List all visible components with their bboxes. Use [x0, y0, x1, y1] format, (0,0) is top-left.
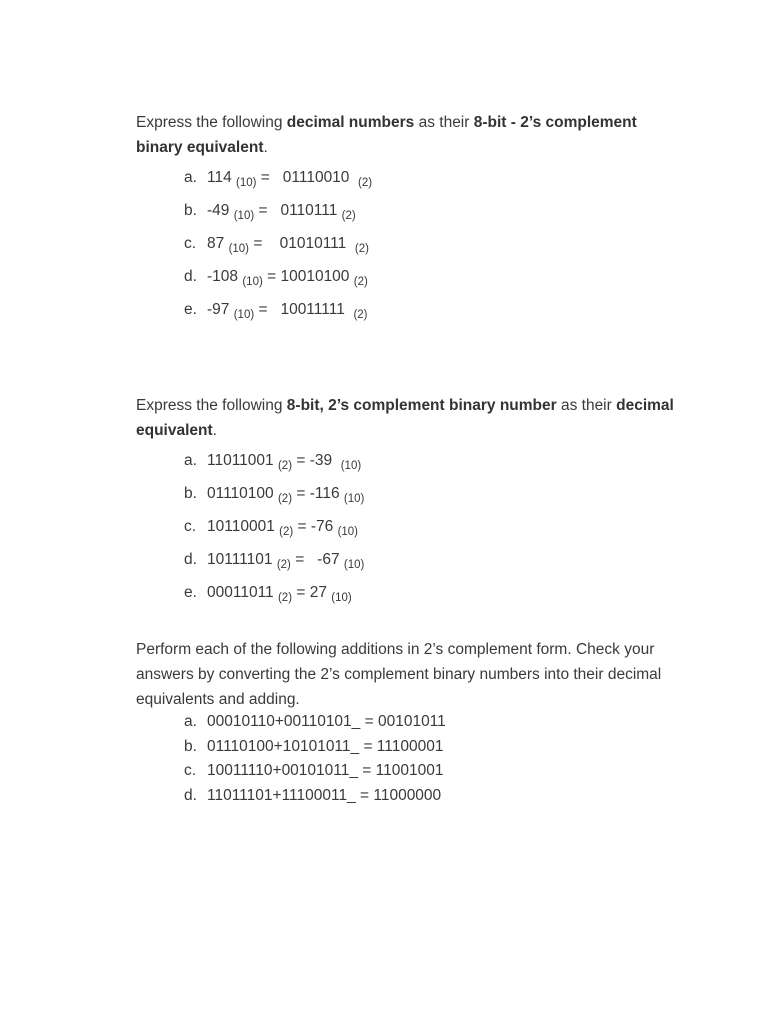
base-subscript: (10): [331, 592, 352, 604]
item-result: = 27: [292, 584, 332, 601]
base-subscript: (2): [276, 559, 291, 571]
answer-item: [184, 199, 372, 232]
item-result: = 01010111: [249, 235, 355, 252]
question-3-answers: [184, 710, 446, 809]
answer-item: [184, 482, 364, 515]
base-subscript: (2): [277, 460, 293, 472]
question-1-prompt: [136, 110, 676, 160]
item-letter: d.: [184, 551, 197, 568]
question-1-answers: [184, 166, 372, 331]
prompt-text: Express the following: [136, 397, 287, 414]
answer-item: [184, 735, 446, 760]
answer-item: [184, 548, 364, 581]
answer-item: [184, 449, 364, 482]
base-subscript: (10): [343, 493, 365, 505]
item-letter: b.: [184, 202, 197, 219]
answer-item: [184, 710, 446, 735]
answer-item: [184, 759, 446, 784]
answer-item: [184, 265, 372, 298]
item-text: 11011101+11100011_ = 11000000: [207, 787, 442, 805]
answer-item: [184, 298, 372, 331]
base-subscript: (10): [233, 210, 255, 222]
item-value: 01110100: [207, 485, 278, 502]
prompt-text: as their: [414, 114, 474, 131]
item-letter: d.: [184, 787, 197, 805]
base-subscript: (2): [279, 526, 294, 538]
answer-item: [184, 784, 446, 809]
prompt-bold: decimal numbers: [286, 114, 415, 131]
base-subscript: (10): [233, 309, 255, 321]
base-subscript: (2): [353, 276, 368, 288]
item-value: -108: [207, 268, 243, 285]
base-subscript: (10): [236, 177, 257, 189]
item-letter: d.: [184, 268, 197, 285]
item-letter: e.: [184, 584, 197, 601]
item-letter: c.: [184, 518, 197, 535]
item-result: = 0110111: [254, 202, 342, 219]
item-text: 10011110+00101011_ = 11001001: [207, 762, 444, 780]
item-letter: a.: [184, 169, 197, 186]
item-value: 10111101: [207, 551, 277, 568]
question-2-prompt: [136, 393, 676, 443]
base-subscript: (2): [341, 210, 356, 222]
item-value: -49: [207, 202, 234, 219]
item-letter: b.: [184, 737, 197, 755]
base-subscript: (2): [353, 309, 368, 321]
item-letter: a.: [184, 452, 197, 469]
prompt-bold: decimal equivalent: [136, 397, 674, 439]
answer-item: [184, 581, 364, 614]
answer-item: [184, 232, 372, 265]
base-subscript: (10): [337, 526, 359, 538]
item-value: 00011011: [207, 584, 278, 601]
prompt-text: .: [212, 422, 217, 439]
item-letter: e.: [184, 301, 197, 318]
item-text: 00010110+00110101_ = 00101011: [207, 713, 446, 730]
item-letter: c.: [184, 235, 197, 252]
item-value: 114: [207, 169, 237, 186]
base-subscript: (10): [242, 276, 263, 288]
item-letter: a.: [184, 713, 197, 730]
item-letter: b.: [184, 485, 197, 502]
item-value: 87: [207, 235, 229, 252]
item-result: = -76: [293, 518, 338, 535]
item-result: = -67: [290, 551, 344, 568]
item-value: -97: [207, 301, 234, 318]
base-subscript: (2): [277, 493, 293, 505]
prompt-text: .: [263, 139, 268, 156]
item-result: = 01110010: [256, 169, 359, 186]
prompt-text: as their: [556, 397, 617, 414]
base-subscript: (2): [354, 243, 369, 255]
answer-item: [184, 515, 364, 548]
base-subscript: (10): [228, 243, 250, 255]
item-result: = 10010100: [262, 268, 354, 285]
prompt-text: Express the following: [136, 114, 287, 131]
item-result: = -39: [292, 452, 341, 469]
answer-item: [184, 166, 372, 199]
prompt-bold: 8-bit, 2’s complement binary number: [286, 397, 557, 414]
item-letter: c.: [184, 762, 197, 780]
question-3-prompt: Perform each of the following additions in 2’s complement form. Check your answers by converting the 2’s complement binary numbers into their decimal equivalents and adding.: [136, 641, 662, 708]
item-result: = 10011111: [254, 301, 354, 318]
item-result: = -116: [292, 485, 344, 502]
base-subscript: (2): [277, 592, 293, 604]
base-subscript: (10): [343, 559, 365, 571]
base-subscript: (10): [340, 460, 362, 472]
item-text: 01110100+10101011_ = 11100001: [207, 737, 444, 755]
item-value: 11011001: [207, 452, 278, 469]
item-value: 10110001: [207, 518, 280, 535]
question-2-answers: [184, 449, 364, 614]
base-subscript: (2): [358, 177, 373, 189]
prompt-bold: 8-bit - 2’s complement binary equivalent: [136, 114, 637, 156]
